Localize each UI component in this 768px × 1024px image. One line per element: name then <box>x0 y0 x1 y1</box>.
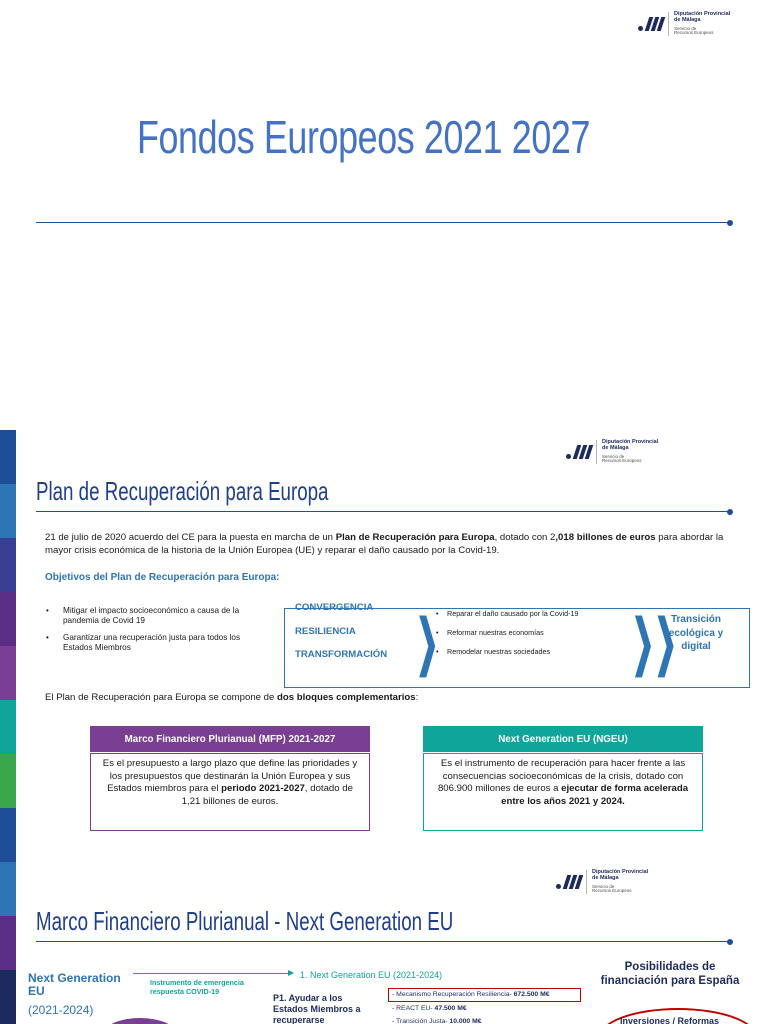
logo-line3: Servicio de <box>674 25 697 31</box>
logo-mark-icon <box>556 875 581 889</box>
arrow-right-icon <box>133 973 293 974</box>
ngeu-header: Next Generation EU (NGEU) <box>423 726 703 752</box>
objectives-list <box>46 606 271 659</box>
stripe-segment <box>0 916 16 970</box>
instrument-label: Instrumento de emergencia respuesta COVID-19 <box>150 978 244 996</box>
decorative-stripes <box>0 430 16 1024</box>
logo-slide2: Diputación Provincial de Málaga Servicio de Recursos Europeos <box>566 440 658 464</box>
logo-slide1 <box>638 12 730 36</box>
pillar-transformation: TRANSFORMACIÓN <box>295 649 388 661</box>
logo-line2: de Málaga <box>674 16 701 23</box>
double-chevron-right-icon: ❯❯ <box>631 608 677 675</box>
stripe-segment <box>0 754 16 808</box>
list-item: • Reparar el daño causado por la Covid-19 <box>436 610 578 617</box>
pie-segment <box>100 1018 180 1024</box>
stripe-segment <box>0 430 16 484</box>
pillar-convergence: CONVERGENCIA <box>295 602 374 613</box>
list-item: • Mitigar el impacto socioeconómico a causa de la pandemia de Covid 19 <box>46 606 271 627</box>
investments-label: Inversiones / Reformas <box>620 1016 720 1024</box>
blocks-paragraph: El Plan de Recuperación para Europa se compone de dos bloques complementarios: <box>45 692 419 703</box>
logo-slide3: Diputación Provincial de Málaga Servicio de Recursos Europeos <box>556 870 648 894</box>
list-item: • Remodelar nuestras sociedades <box>436 648 578 655</box>
slide2-divider <box>36 511 730 512</box>
stripe-segment <box>0 970 16 1024</box>
mfp-description: Es el presupuesto a largo plazo que define las prioridades y los presupuestos que destinarán la Unión Europea y sus Estados miembros para el periodo 2021-2027, dotado de 1,21 billones de euros. <box>90 753 370 831</box>
mechanism-just-transition: - Transición Justa- 10.000 M€ <box>392 1018 482 1024</box>
ngeu-description: Es el instrumento de recuperación para hacer frente a las consecuencias socioeconómicas de la crisis, dotado con 806.900 millones de euros a ejecutar de forma acelerada entre los años 2021 y 2024. <box>423 753 703 831</box>
financing-possibilities: Posibilidades de financiación para España <box>600 961 740 988</box>
mechanism-react: - REACT EU- 47.500 M€ <box>392 1005 467 1012</box>
stripe-segment <box>0 862 16 916</box>
ngeu-label: Next Generation EU <box>28 971 121 999</box>
objectives-heading: Objetivos del Plan de Recuperación para Europa: <box>45 572 280 583</box>
slide3-divider <box>36 941 730 942</box>
intro-paragraph: 21 de julio de 2020 acuerdo del CE para la puesta en marcha de un Plan de Recuperación para Europa, dotado con 2,018 billones de euros para abordar la mayor crisis económica de la historia de la Unión Europea (UE) y reparar el daño causado por la Covid-19. <box>45 532 724 556</box>
ngeu-item: 1. Next Generation EU (2021-2024) <box>300 970 443 980</box>
title-divider <box>36 222 730 223</box>
mfp-header: Marco Financiero Plurianual (MFP) 2021-2027 <box>90 726 370 752</box>
slide3-title: Marco Financiero Plurianual - Next Generation EU <box>36 906 454 936</box>
logo-mark-icon <box>638 17 663 31</box>
transition-label: Transición ecológica y digital <box>668 614 724 652</box>
stripe-segment <box>0 646 16 700</box>
pillar-resilience: RESILIENCIA <box>295 625 356 637</box>
priority-1: P1. Ayudar a los Estados Miembros a recuperarse <box>273 993 361 1024</box>
stripe-segment <box>0 538 16 592</box>
chevron-right-icon: ❯ <box>415 608 439 675</box>
list-item: • Reformar nuestras economías <box>436 629 578 636</box>
stripe-segment <box>0 700 16 754</box>
list-item: • Garantizar una recuperación justa para todos los Estados Miembros <box>46 633 271 654</box>
logo-line1: Diputación Provincial <box>674 11 731 18</box>
slide2-title: Plan de Recuperación para Europa <box>36 476 329 506</box>
actions-list <box>436 610 578 668</box>
stripe-segment <box>0 484 16 538</box>
logo-mark-icon <box>566 445 591 459</box>
ngeu-years: (2021-2024) <box>28 1003 94 1017</box>
stripe-segment <box>0 808 16 862</box>
mechanism-mrr: - Mecanismo Recuperación Resiliencia- 672.500 M€ <box>392 991 550 998</box>
logo-line4: Recursos Europeos <box>674 30 714 36</box>
stripe-segment <box>0 592 16 646</box>
pillars <box>295 603 387 672</box>
slide1-title: Fondos Europeos 2021 2027 <box>136 111 591 163</box>
